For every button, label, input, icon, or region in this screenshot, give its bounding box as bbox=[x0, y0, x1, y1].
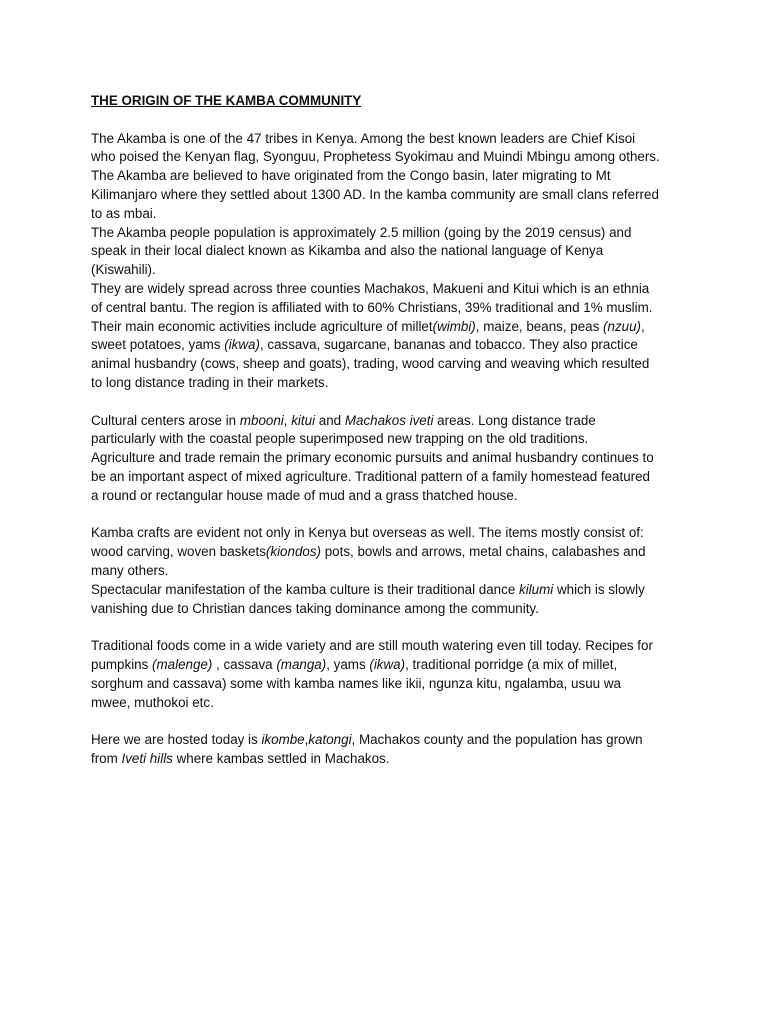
text-line bbox=[91, 694, 691, 713]
text-run: from bbox=[91, 750, 122, 766]
text-run: The Akamba are believed to have originated from the Congo basin, later migrating to Mt bbox=[91, 168, 611, 184]
italic-term: kitui bbox=[291, 412, 316, 428]
text-run: and bbox=[315, 412, 345, 428]
paragraph-list bbox=[91, 130, 691, 769]
text-run: , cassava, sugarcane, bananas and tobacco. They also practice bbox=[259, 337, 638, 353]
text-line bbox=[91, 656, 691, 675]
text-line bbox=[91, 468, 691, 487]
document-title: THE ORIGIN OF THE KAMBA COMMUNITY bbox=[91, 93, 362, 108]
text-line bbox=[91, 731, 691, 750]
text-run: , cassava bbox=[212, 656, 277, 672]
text-run: animal husbandry (cows, sheep and goats), trading, wood carving and weaving which resulted bbox=[91, 356, 650, 372]
text-run: which is slowly bbox=[553, 581, 645, 597]
paragraph bbox=[91, 731, 691, 769]
text-run: , bbox=[283, 412, 292, 428]
text-line bbox=[91, 581, 691, 600]
text-run: Traditional foods come in a wide variety and are still mouth watering even till today. Recipes for bbox=[91, 638, 653, 654]
text-line bbox=[91, 242, 691, 261]
text-run: vanishing due to Christian dances taking dominance among the community. bbox=[91, 600, 539, 616]
text-run: , maize, beans, peas bbox=[475, 318, 604, 334]
paragraph bbox=[91, 412, 691, 506]
text-line bbox=[91, 299, 691, 318]
italic-term: (nzuu) bbox=[603, 318, 642, 334]
text-run: sweet potatoes, yams bbox=[91, 337, 225, 353]
text-line bbox=[91, 130, 691, 149]
text-line bbox=[91, 430, 691, 449]
italic-term: Iveti hills bbox=[121, 750, 173, 766]
text-line bbox=[91, 280, 691, 299]
text-line bbox=[91, 186, 691, 205]
text-run: where kambas settled in Machakos. bbox=[172, 750, 390, 766]
text-run: sorghum and cassava) some with kamba names like ikii, ngunza kitu, ngalamba, usuu wa bbox=[91, 675, 621, 691]
text-run: wood carving, woven baskets bbox=[91, 544, 266, 560]
text-line bbox=[91, 167, 691, 186]
text-line bbox=[91, 224, 691, 243]
text-run: Kilimanjaro where they settled about 1300 AD. In the kamba community are small clans referred bbox=[91, 186, 659, 202]
text-line bbox=[91, 543, 691, 562]
text-run: The Akamba is one of the 47 tribes in Kenya. Among the best known leaders are Chief Kisoi bbox=[91, 130, 636, 146]
paragraph bbox=[91, 637, 691, 712]
text-line bbox=[91, 318, 691, 337]
text-run: Cultural centers arose in bbox=[91, 412, 240, 428]
text-run: many others. bbox=[91, 562, 169, 578]
text-run: pumpkins bbox=[91, 656, 153, 672]
text-line bbox=[91, 374, 691, 393]
text-run: speak in their local dialect known as Kikamba and also the national language of Kenya bbox=[91, 243, 604, 259]
text-run: areas. Long distance trade bbox=[433, 412, 596, 428]
document-body bbox=[91, 92, 691, 787]
italic-term: (ikwa) bbox=[224, 337, 260, 353]
text-line bbox=[91, 675, 691, 694]
text-line bbox=[91, 148, 691, 167]
italic-term: (manga) bbox=[276, 656, 327, 672]
text-run: who poised the Kenyan flag, Syonguu, Prophetess Syokimau and Muindi Mbingu among others. bbox=[91, 149, 660, 165]
text-line bbox=[91, 449, 691, 468]
text-line bbox=[91, 637, 691, 656]
text-run: to as mbai. bbox=[91, 205, 157, 221]
italic-term: Machakos iveti bbox=[344, 412, 434, 428]
text-run: particularly with the coastal people superimposed new trapping on the old traditions. bbox=[91, 431, 589, 447]
italic-term: mbooni bbox=[239, 412, 284, 428]
text-line bbox=[91, 524, 691, 543]
italic-term: (kiondos) bbox=[265, 544, 321, 560]
text-run: to long distance trading in their markets. bbox=[91, 374, 329, 390]
text-line bbox=[91, 562, 691, 581]
text-run: , bbox=[304, 732, 309, 748]
text-line bbox=[91, 355, 691, 374]
italic-term: katongi bbox=[308, 732, 352, 748]
text-line bbox=[91, 487, 691, 506]
text-line bbox=[91, 336, 691, 355]
text-run: pots, bowls and arrows, metal chains, calabashes and bbox=[321, 544, 646, 560]
text-run: Agriculture and trade remain the primary economic pursuits and animal husbandry continues to bbox=[91, 450, 654, 466]
italic-term: ikombe bbox=[261, 732, 305, 748]
text-run: , Machakos county and the population has grown bbox=[351, 732, 643, 748]
text-run: Here we are hosted today is bbox=[91, 732, 262, 748]
text-line bbox=[91, 412, 691, 431]
text-line bbox=[91, 261, 691, 280]
text-run: Spectacular manifestation of the kamba culture is their traditional dance bbox=[91, 581, 519, 597]
text-run: The Akamba people population is approximately 2.5 million (going by the 2019 census) and bbox=[91, 224, 632, 240]
paragraph bbox=[91, 130, 691, 393]
text-run: , bbox=[641, 318, 645, 334]
text-run: a round or rectangular house made of mud and a grass thatched house. bbox=[91, 487, 518, 503]
italic-term: (wimbi) bbox=[432, 318, 476, 334]
text-run: Their main economic activities include agriculture of millet bbox=[91, 318, 433, 334]
text-line bbox=[91, 750, 691, 769]
text-run: They are widely spread across three counties Machakos, Makueni and Kitui which is an ethnia bbox=[91, 280, 650, 296]
paragraph bbox=[91, 524, 691, 618]
text-run: , traditional porridge (a mix of millet, bbox=[405, 656, 618, 672]
text-run: of central bantu. The region is affiliated with to 60% Christians, 39% traditional and 1% muslim. bbox=[91, 299, 653, 315]
italic-term: (malenge) bbox=[152, 656, 213, 672]
italic-term: (ikwa) bbox=[369, 656, 406, 672]
italic-term: kilumi bbox=[519, 581, 554, 597]
text-run: , yams bbox=[326, 656, 370, 672]
text-run: (Kiswahili). bbox=[91, 262, 156, 278]
text-run: be an important aspect of mixed agriculture. Traditional pattern of a family homestead featured bbox=[91, 468, 650, 484]
text-run: Kamba crafts are evident not only in Kenya but overseas as well. The items mostly consist of: bbox=[91, 525, 644, 541]
text-run: mwee, muthokoi etc. bbox=[91, 694, 214, 710]
text-line bbox=[91, 205, 691, 224]
text-line bbox=[91, 600, 691, 619]
